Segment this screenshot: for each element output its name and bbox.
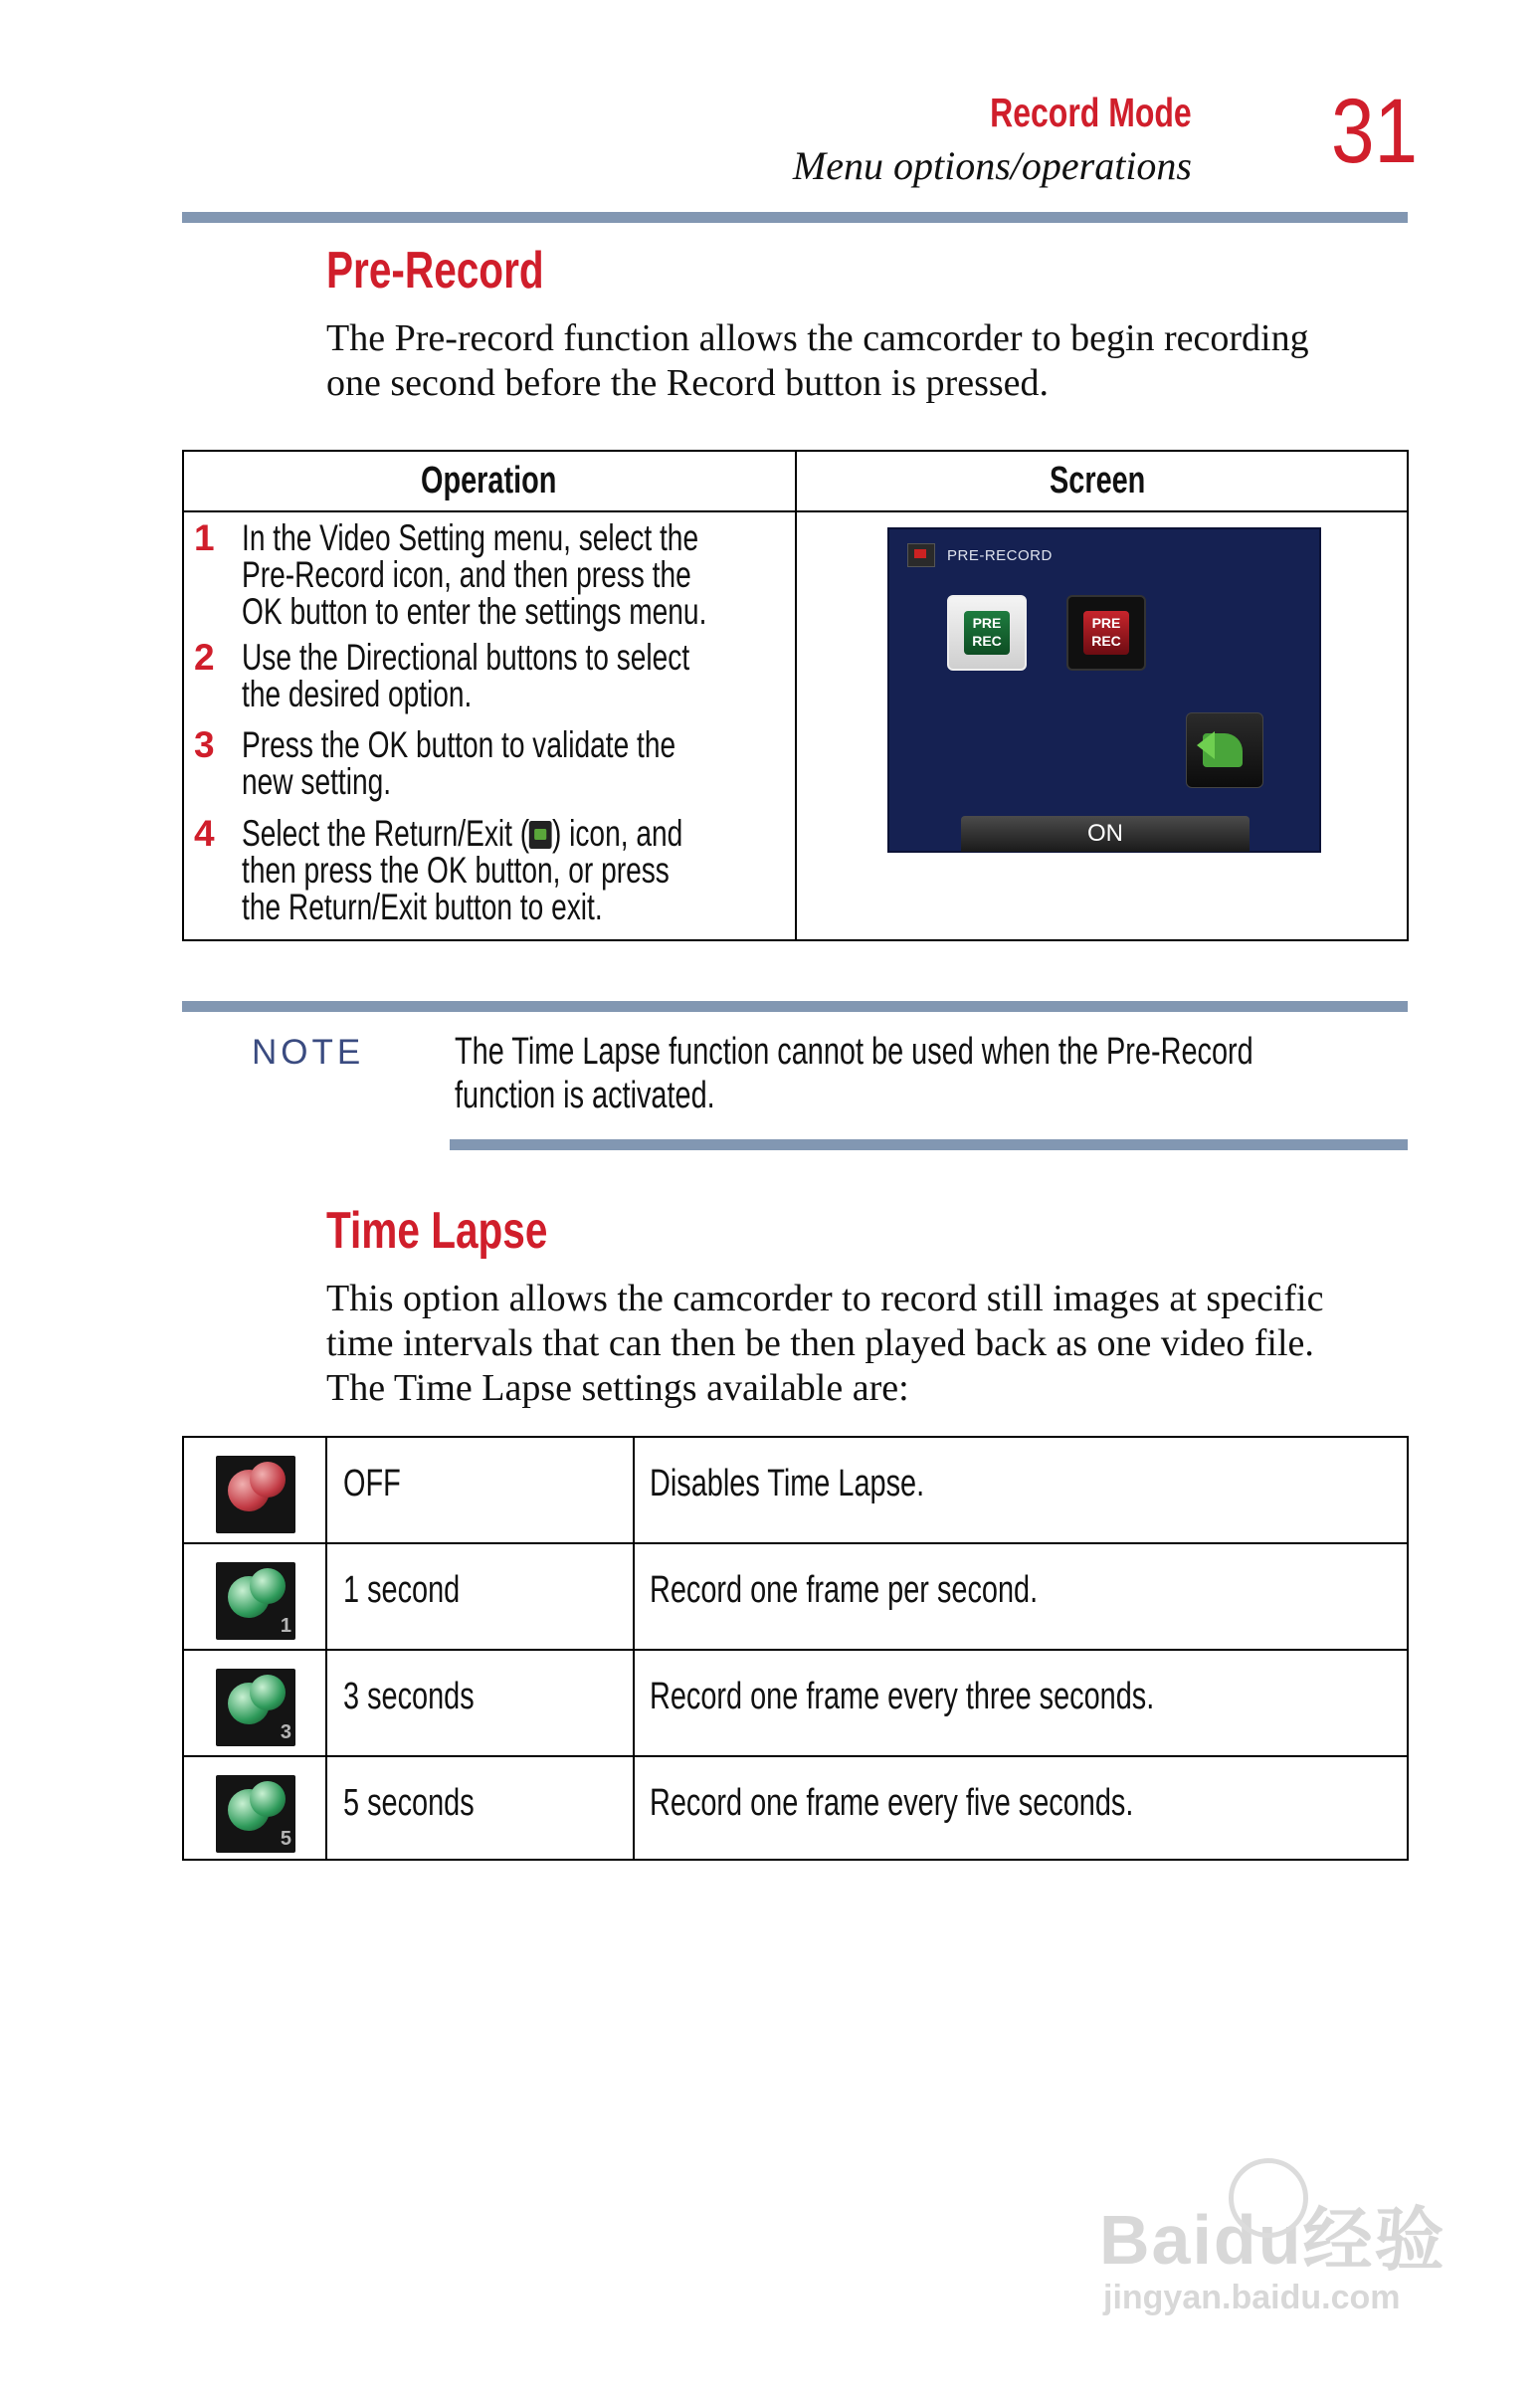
timelapse-table <box>182 1436 1409 1861</box>
timelapse-heading: Time Lapse <box>326 1202 548 1260</box>
timelapse-off-icon <box>216 1456 295 1533</box>
prerecord-intro-line: one second before the Record button is pressed. <box>326 362 1050 404</box>
table-divider <box>795 452 797 939</box>
timelapse-1s-icon: 1 <box>216 1562 295 1640</box>
timelapse-5s-icon: 5 <box>216 1775 295 1853</box>
screen-title: PRE-RECORD <box>947 547 1053 564</box>
timelapse-intro <box>326 1277 1401 1411</box>
setting-description: Disables Time Lapse. <box>650 1463 925 1504</box>
setting-description: Record one frame every three seconds. <box>650 1676 1155 1717</box>
timelapse-intro-line: time intervals that can then be then played back as one video file. <box>326 1322 1314 1364</box>
timelapse-intro-line: The Time Lapse settings available are: <box>326 1367 909 1409</box>
camcorder-screen <box>887 527 1321 853</box>
pre-rec-red-icon: PRE REC <box>1066 595 1146 671</box>
note-top-rule <box>182 1001 1408 1012</box>
step-number: 4 <box>194 813 215 854</box>
header-rule <box>182 212 1408 223</box>
step-text: In the Video Setting menu, select the Pre-Record icon, and then press the OK button to enter the settings menu. <box>242 517 707 632</box>
setting-name: 5 seconds <box>343 1782 475 1824</box>
col-header-operation: Operation <box>421 460 557 501</box>
return-exit-icon <box>529 821 552 849</box>
setting-name: OFF <box>343 1463 401 1504</box>
subsection-title: Menu options/operations <box>792 143 1192 188</box>
prerecord-intro-line: The Pre-record function allows the camcorder to begin recording <box>326 317 1309 359</box>
prerecord-heading: Pre-Record <box>326 242 544 300</box>
table-row <box>184 1651 1407 1757</box>
table-row <box>184 1438 1407 1544</box>
note-text: The Time Lapse function cannot be used when the Pre-Record function is activated. <box>455 1031 1253 1116</box>
paw-icon <box>1229 2158 1308 2238</box>
baidu-watermark <box>1099 2184 1445 2317</box>
setting-name: 3 seconds <box>343 1676 475 1717</box>
menu-icon <box>907 543 935 567</box>
watermark-sub: jingyan.baidu.com <box>1103 2279 1401 2316</box>
note-label: NOTE <box>252 1033 365 1072</box>
prerecord-intro <box>326 316 1401 406</box>
note-bottom-rule <box>450 1139 1408 1150</box>
return-icon <box>1186 712 1263 788</box>
table-divider <box>184 510 1407 512</box>
pre-rec-green-icon: PRE REC <box>947 595 1027 671</box>
page-number: 31 <box>1331 81 1418 182</box>
step-text: Select the Return/Exit ( ) icon, and then press the OK button, or press the Return/Exit button to exit. <box>242 813 683 927</box>
setting-name: 1 second <box>343 1569 461 1611</box>
step-number: 3 <box>194 724 215 765</box>
step-text: Use the Directional buttons to select the desired option. <box>242 637 690 714</box>
col-header-screen: Screen <box>1050 460 1146 501</box>
step-text: Press the OK button to validate the new setting. <box>242 724 676 802</box>
step-number: 2 <box>194 637 215 678</box>
section-title: Record Mode <box>990 90 1192 135</box>
setting-description: Record one frame per second. <box>650 1569 1039 1611</box>
table-row <box>184 1757 1407 1864</box>
setting-description: Record one frame every five seconds. <box>650 1782 1134 1824</box>
watermark-main: Baidu经验 <box>1099 2201 1446 2279</box>
screen-value: ON <box>961 816 1250 852</box>
timelapse-intro-line: This option allows the camcorder to record still images at specific <box>326 1278 1324 1319</box>
timelapse-3s-icon: 3 <box>216 1669 295 1746</box>
step-number: 1 <box>194 517 215 558</box>
table-row <box>184 1544 1407 1651</box>
